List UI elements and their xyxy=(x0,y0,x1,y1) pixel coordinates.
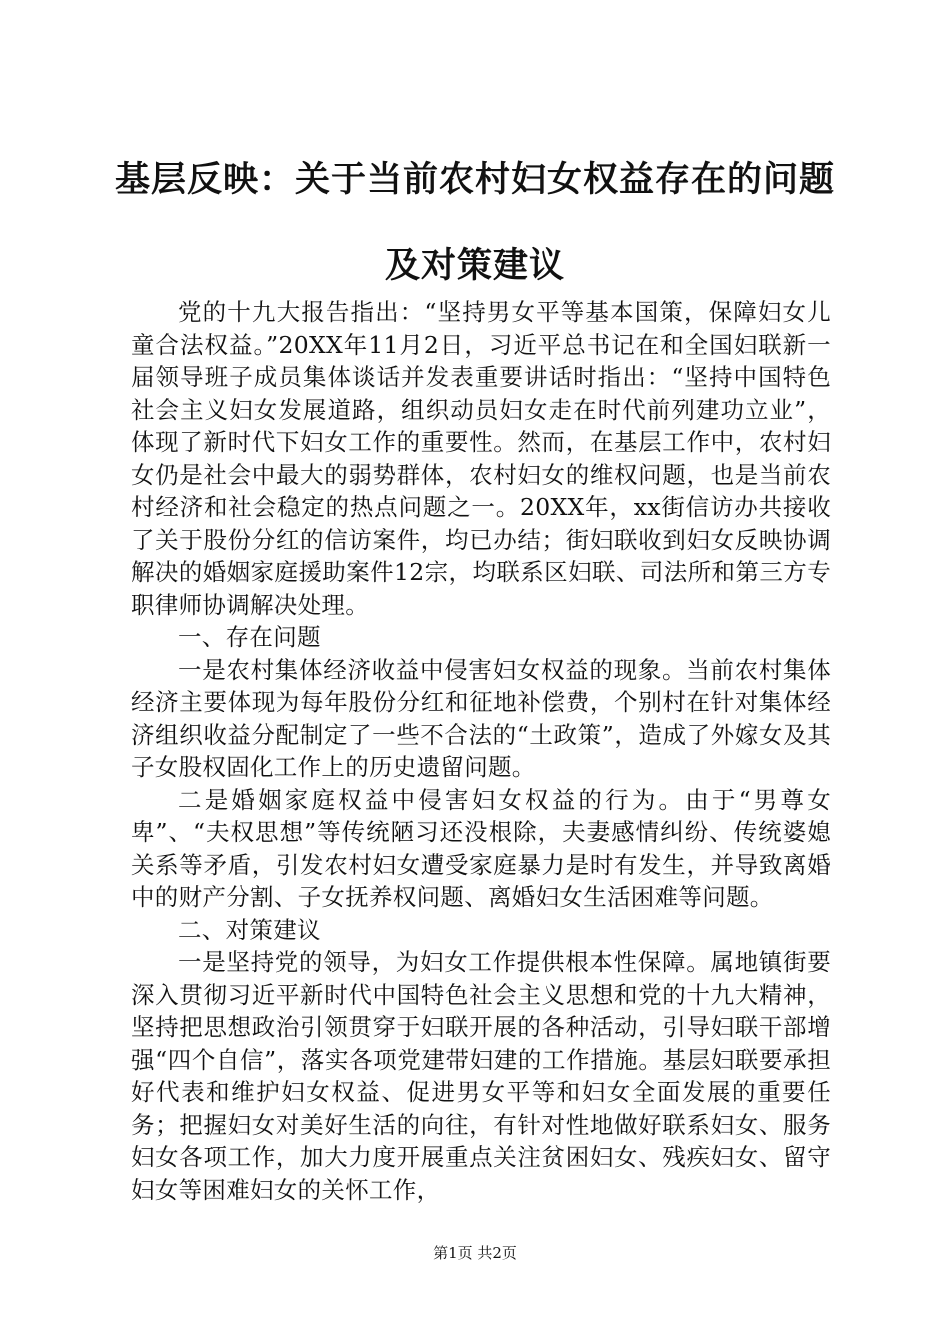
document-title-line-2: 及对策建议 xyxy=(384,245,565,286)
problem-paragraph-2: 二是婚姻家庭权益中侵害妇女权益的行为。由于“男尊女卑”、“夫权思想”等传统陋习还没根除，夫妻感情纠纷、传统婆媳关系等矛盾，引发农村妇女遭受家庭暴力是时有发生，并导致离婚中的财产分割、子女抚养权问题、离婚妇女生活困难等问题。 xyxy=(131,785,831,911)
section-heading-problems: 一、存在问题 xyxy=(178,623,321,651)
intro-paragraph: 党的十九大报告指出：“坚持男女平等基本国策，保障妇女儿童合法权益。”20XX年11月2日，习近平总书记在和全国妇联新一届领导班子成员集体谈话并发表重要讲话时指出：“坚持中国特色社会主义妇女发展道路，组织动员妇女走在时代前列建功立业”，体现了新时代下妇女工作的重要性。然而，在基层工作中，农村妇女仍是社会中最大的弱势群体，农村妇女的维权问题，也是当前农村经济和社会稳定的热点问题之一。20XX年，xx街信访办共接收了关于股份分红的信访案件，均已办结；街妇联收到妇女反映协调解决的婚姻家庭援助案件12宗，均联系区妇联、司法所和第三方专职律师协调解决处理。 xyxy=(131,298,831,619)
document-body xyxy=(131,296,831,1206)
page-footer: 第1页 共2页 xyxy=(433,1244,517,1262)
section-heading-suggestions: 二、对策建议 xyxy=(178,915,321,944)
problem-paragraph-1: 一是农村集体经济收益中侵害妇女权益的现象。当前农村集体经济主要体现为每年股份分红和征地补偿费，个别村在针对集体经济组织收益分配制定了一些不合法的“土政策”，造成了外嫁女及其子女股权固化工作上的历史遗留问题。 xyxy=(131,655,831,781)
document-title-line-1: 基层反映：关于当前农村妇女权益存在的问题 xyxy=(114,159,835,200)
suggestion-paragraph-1: 一是坚持党的领导，为妇女工作提供根本性保障。属地镇街要深入贯彻习近平新时代中国特色社会主义思想和党的十九大精神，坚持把思想政治引领贯穿于妇联开展的各种活动，引导妇联干部增强“四个自信”，落实各项党建带妇建的工作措施。基层妇联要承担好代表和维护妇女权益、促进男女平等和妇女全面发展的重要任务；把握妇女对美好生活的向往，有针对性地做好联系妇女、服务妇女各项工作，加大力度开展重点关注贫困妇女、残疾妇女、留守妇女等困难妇女的关怀工作， xyxy=(131,948,831,1204)
